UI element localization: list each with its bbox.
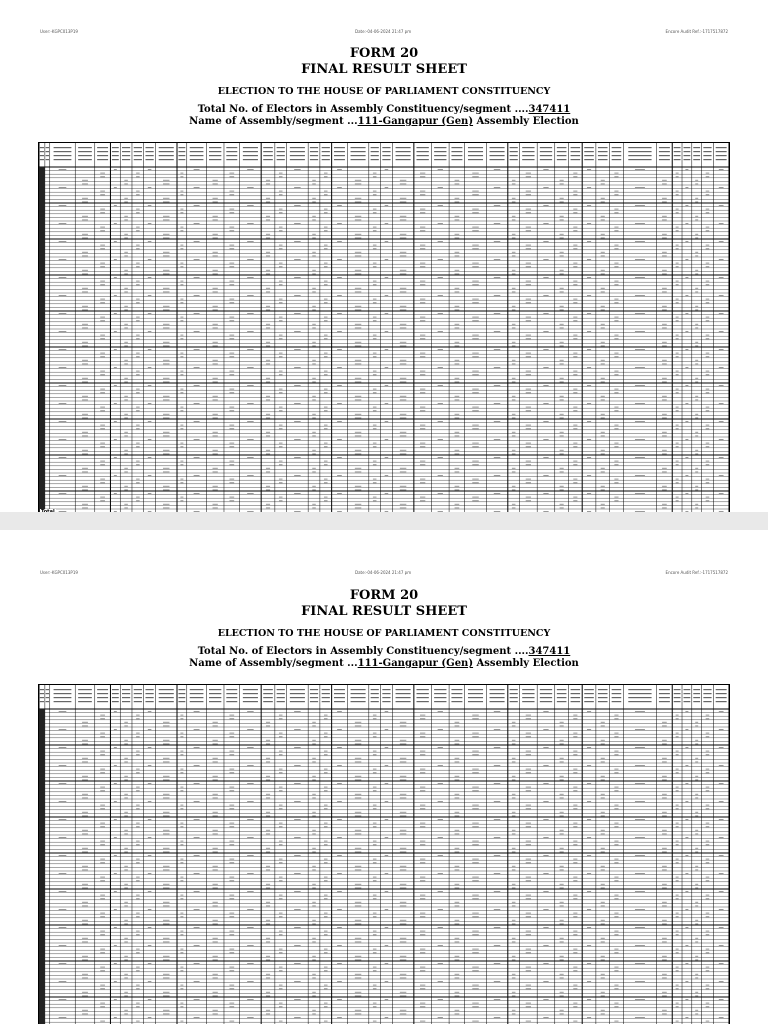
assembly-label: Name of Assembly/segment ...	[189, 658, 358, 669]
electors-line	[0, 646, 768, 657]
result-sheet-page-2	[0, 530, 768, 1024]
electors-value: 347411	[528, 646, 571, 657]
result-table-grid	[39, 143, 729, 512]
audit-ref: Encore Audit Ref.:-1717517872	[665, 29, 728, 34]
total-label: Total	[40, 509, 56, 512]
audit-ref: Encore Audit Ref.:-1717517872	[665, 570, 728, 575]
electors-label: Total No. of Electors in Assembly Constituency/segment ....	[197, 104, 529, 115]
form-title: FORM 20	[349, 46, 419, 61]
election-title: ELECTION TO THE HOUSE OF PARLIAMENT CONSTITUENCY	[217, 86, 551, 97]
election-title: ELECTION TO THE HOUSE OF PARLIAMENT CONSTITUENCY	[217, 628, 551, 639]
assembly-value: 111-Gangapur (Gen)	[357, 116, 474, 127]
page-header	[0, 29, 768, 37]
page-header	[0, 570, 768, 578]
user-id: User:-KGPC013P19	[40, 570, 78, 575]
assembly-line	[0, 658, 768, 669]
result-table	[38, 142, 730, 512]
form-title: FORM 20	[349, 588, 419, 603]
assembly-value: 111-Gangapur (Gen)	[357, 658, 474, 669]
result-table	[38, 684, 730, 1024]
assembly-suffix: Assembly Election	[473, 116, 579, 127]
user-id: User:-KGPC013P19	[40, 29, 78, 34]
assembly-suffix: Assembly Election	[473, 658, 579, 669]
print-date: Date:-04-06-2024 21:47 pm	[355, 570, 412, 575]
assembly-line	[0, 116, 768, 127]
electors-line	[0, 104, 768, 115]
assembly-label: Name of Assembly/segment ...	[189, 116, 358, 127]
electors-label: Total No. of Electors in Assembly Constituency/segment ....	[197, 646, 529, 657]
sheet-title: FINAL RESULT SHEET	[301, 62, 467, 77]
result-table-grid	[39, 685, 729, 1024]
page-gap	[0, 512, 768, 530]
electors-value: 347411	[528, 104, 571, 115]
sheet-title: FINAL RESULT SHEET	[301, 604, 467, 619]
print-date: Date:-04-06-2024 21:47 pm	[355, 29, 412, 34]
